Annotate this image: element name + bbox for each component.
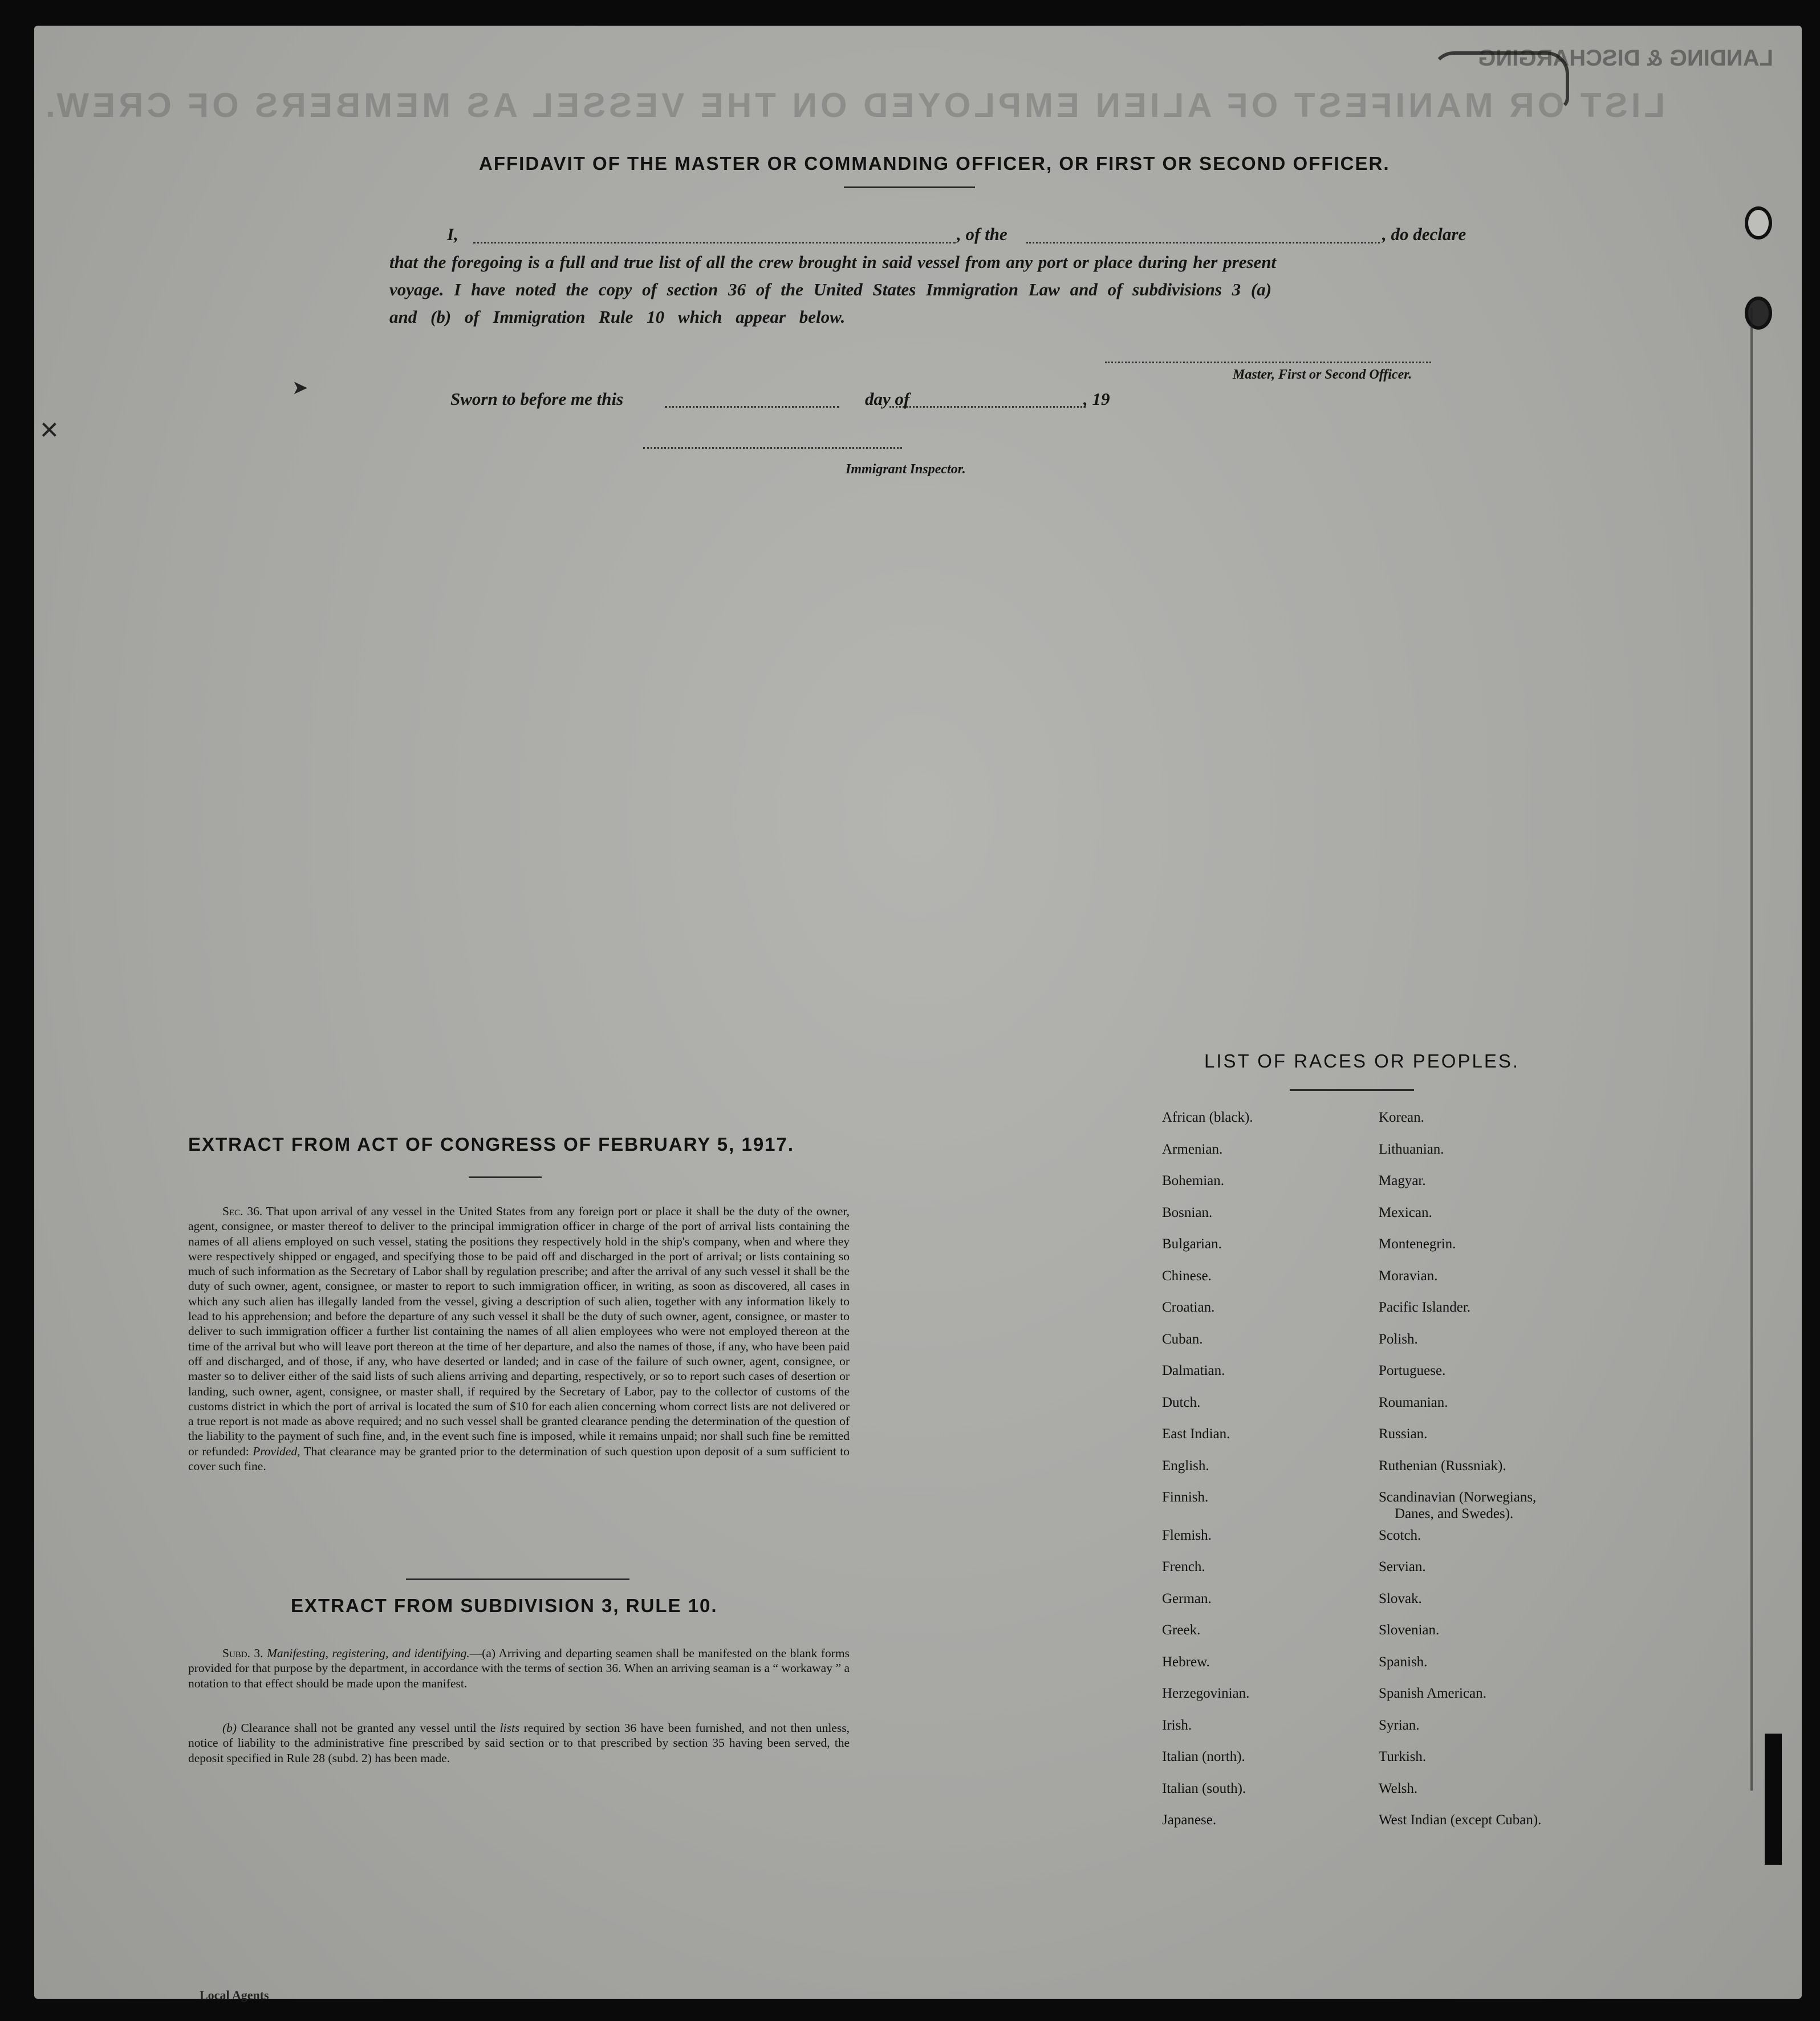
- act-proviso-text: That clearance may be granted prior to the determination of such question upon deposit of a sum sufficient to cover such fine.: [188, 1444, 850, 1474]
- race-item: Russian.: [1379, 1426, 1428, 1442]
- affidavit-line4: and (b) of Immigration Rule 10 which appear below.: [389, 307, 846, 327]
- sworn-month-blank[interactable]: [889, 406, 1086, 408]
- race-item: Italian (north).: [1162, 1749, 1245, 1764]
- rule-extract-title: EXTRACT FROM SUBDIVISION 3, RULE 10.: [291, 1595, 718, 1616]
- rule-subd-b-text2: required by section 36 have been furnished, and not then unless, notice of liability to the administrative fine prescribed by said section or to that prescribed by section 35 having been served, the deposit specified in Rule 28 (subd. 2) has been made.: [188, 1721, 850, 1765]
- race-item-continuation: Danes, and Swedes).: [1395, 1506, 1514, 1521]
- page-edge-tab: [1765, 1734, 1782, 1865]
- race-item: Lithuanian.: [1379, 1142, 1444, 1157]
- race-item: Scotch.: [1379, 1528, 1421, 1543]
- rule-subd-b-text: Clearance shall not be granted any vessel until the: [241, 1721, 496, 1735]
- sworn-label: Sworn to before me this: [450, 389, 624, 409]
- document-sheet: [34, 26, 1802, 1999]
- master-signature-blank[interactable]: [1105, 362, 1431, 363]
- rule-subd-label: Subd. 3.: [222, 1646, 263, 1660]
- race-item: Dutch.: [1162, 1395, 1201, 1410]
- rule-extract-top-rule: [406, 1578, 629, 1580]
- affidavit-line2: that the foregoing is a full and true list of all the crew brought in said vessel from any port or place during her present: [389, 252, 1277, 272]
- inspector-signature-blank[interactable]: [643, 447, 902, 449]
- race-item: Slovenian.: [1379, 1622, 1440, 1638]
- race-item: Italian (south).: [1162, 1781, 1246, 1796]
- bleed-through-title: LIST OR MANIFEST OF ALIEN EMPLOYED ON THE VESSEL AS MEMBERS OF CREW.: [42, 86, 1665, 124]
- race-item: Ruthenian (Russniak).: [1379, 1458, 1506, 1474]
- affidavit-title: AFFIDAVIT OF THE MASTER OR COMMANDING OFFICER, OR FIRST OR SECOND OFFICER.: [479, 153, 1390, 174]
- affidavit-vessel-blank[interactable]: [1026, 242, 1380, 244]
- rule-subd-b-lists: lists: [499, 1721, 520, 1735]
- race-item: Flemish.: [1162, 1528, 1212, 1543]
- race-item: Cuban.: [1162, 1332, 1203, 1347]
- race-item: Slovak.: [1379, 1591, 1422, 1606]
- page-edge-shadow: [1750, 308, 1776, 1791]
- race-item: Magyar.: [1379, 1173, 1426, 1188]
- footer-local-agents: Local Agents: [200, 1988, 269, 2002]
- rule-subd-title: Manifesting, registering, and identifying.: [266, 1646, 470, 1660]
- race-item: Moravian.: [1379, 1268, 1438, 1284]
- race-item: Servian.: [1379, 1559, 1426, 1574]
- race-item: Korean.: [1379, 1110, 1424, 1125]
- race-item: Bosnian.: [1162, 1205, 1213, 1220]
- act-extract-rule: [469, 1176, 542, 1178]
- rule-extract-body: [188, 1646, 850, 1691]
- race-item: Pacific Islander.: [1379, 1300, 1471, 1315]
- master-signature-label: Master, First or Second Officer.: [1233, 367, 1412, 382]
- race-item: African (black).: [1162, 1110, 1253, 1125]
- race-item: French.: [1162, 1559, 1205, 1574]
- race-item: Hebrew.: [1162, 1654, 1210, 1670]
- rule-subd-b-label: (b): [222, 1721, 237, 1735]
- race-item: East Indian.: [1162, 1426, 1230, 1442]
- affidavit-line1-vessel-label: , of the: [957, 224, 1008, 244]
- race-item: Montenegrin.: [1379, 1236, 1456, 1252]
- race-item: Armenian.: [1162, 1142, 1223, 1157]
- punch-hole-icon: [1745, 206, 1772, 240]
- race-item: Welsh.: [1379, 1781, 1418, 1796]
- race-item: Finnish.: [1162, 1490, 1209, 1505]
- rule-subd-a-text: Arriving and departing seamen shall be manifested on the blank forms provided for that purpose by the department, in accordance with the terms of section 36. When an arriving seaman is a “ workaway ” a notation to that effect should be made upon the manifest.: [188, 1646, 850, 1690]
- inspector-label: Immigrant Inspector.: [846, 462, 966, 477]
- race-item: Turkish.: [1379, 1749, 1427, 1764]
- rule-subd-a-label: —(a): [469, 1646, 496, 1660]
- bleed-through-top-right: LANDING & DISCHARGING: [1478, 46, 1773, 71]
- race-item: Syrian.: [1379, 1718, 1420, 1733]
- race-item: Chinese.: [1162, 1268, 1212, 1284]
- race-item: Spanish.: [1379, 1654, 1428, 1670]
- race-item: Herzegovinian.: [1162, 1686, 1250, 1701]
- affidavit-name-blank[interactable]: [473, 242, 956, 244]
- act-section-text: That upon arrival of any vessel in the United States from any foreign port or place it shall be the duty of the owner, agent, consignee, or master thereof to deliver to the principal immigration officer in charge of the port of arrival lists containing the names of all aliens employed on such vessel, stating the positions they respectively hold in the ship's company, when and where they were respectively shipped or engaged, and specifying those to be paid off and discharged in the port of arrival; or lists containing so much of such information as the Secretary of Labor shall by regulation prescribe; and after the arrival of any such vessel it shall be the duty of such owner, agent, consignee, or master to report to such immigration officer, in writing, as soon as discovered, all cases in which any such alien has illegally landed from the vessel, giving a description of such alien, together with any information likely to lead to his apprehension; and before the departure of any such vessel it shall be the duty of such owner, agent, consignee, or master to deliver to such immigration officer a further list containing the names of all alien employees who were not employed thereon at the time of the arrival but who will leave port thereon at the time of her departure, and also the names of those, if any, who have been paid off and discharged, and of those, if any, who have deserted or landed; and in case of the failure of such owner, agent, consignee, or master so to deliver either of the said lists of such aliens arriving and departing, respectively, or so to report such cases of desertion or landing, such owner, agent, consignee, or master shall, if required by the Secretary of Labor, pay to the collector of customs of the customs district in which the port of arrival is located the sum of $10 for each alien concerning whom correct lists are not delivered or a true report is not made as above required; and no such vessel shall be granted clearance pending the determination of the question of the liability to the payment of such fine, and, in the event such fine is imposed, while it remains unpaid; nor shall such fine be remitted or refunded:: [188, 1204, 850, 1458]
- races-title: LIST OF RACES OR PEOPLES.: [1204, 1050, 1520, 1072]
- race-item: Bulgarian.: [1162, 1236, 1222, 1252]
- race-item: Mexican.: [1379, 1205, 1432, 1220]
- act-extract-body: [188, 1204, 850, 1474]
- sworn-year: , 19: [1083, 389, 1110, 409]
- race-item: Croatian.: [1162, 1300, 1215, 1315]
- margin-arrow-mark: ➤: [292, 377, 308, 399]
- race-item: Greek.: [1162, 1622, 1201, 1638]
- race-item: Bohemian.: [1162, 1173, 1225, 1188]
- race-item: Polish.: [1379, 1332, 1418, 1347]
- sworn-day-blank[interactable]: [665, 406, 839, 408]
- rule-extract-body-b: [188, 1720, 850, 1766]
- act-proviso-label: Provided,: [253, 1444, 300, 1458]
- sworn-day-of: day of: [865, 389, 910, 409]
- race-item: Roumanian.: [1379, 1395, 1448, 1410]
- race-item: Portuguese.: [1379, 1363, 1446, 1378]
- race-item: Japanese.: [1162, 1812, 1217, 1828]
- race-item: Dalmatian.: [1162, 1363, 1225, 1378]
- act-section-label: Sec. 36.: [222, 1204, 263, 1218]
- race-item: German.: [1162, 1591, 1212, 1606]
- affidavit-title-rule: [844, 186, 975, 188]
- race-item: English.: [1162, 1458, 1209, 1474]
- races-title-rule: [1290, 1089, 1414, 1091]
- race-item: Spanish American.: [1379, 1686, 1486, 1701]
- stamp-mark: [1431, 51, 1569, 109]
- affidavit-line3: voyage. I have noted the copy of section 36 of the United States Immigration Law and of subdivisions 3 (a): [389, 279, 1272, 299]
- race-item: West Indian (except Cuban).: [1379, 1812, 1542, 1828]
- margin-x-mark: ×: [40, 411, 59, 447]
- race-item: Scandinavian (Norwegians,: [1379, 1490, 1537, 1505]
- affidavit-line1-i: I,: [447, 224, 458, 244]
- affidavit-line1-declare: , do declare: [1382, 224, 1466, 244]
- act-extract-title: EXTRACT FROM ACT OF CONGRESS OF FEBRUARY 5, 1917.: [188, 1134, 795, 1155]
- race-item: Irish.: [1162, 1718, 1192, 1733]
